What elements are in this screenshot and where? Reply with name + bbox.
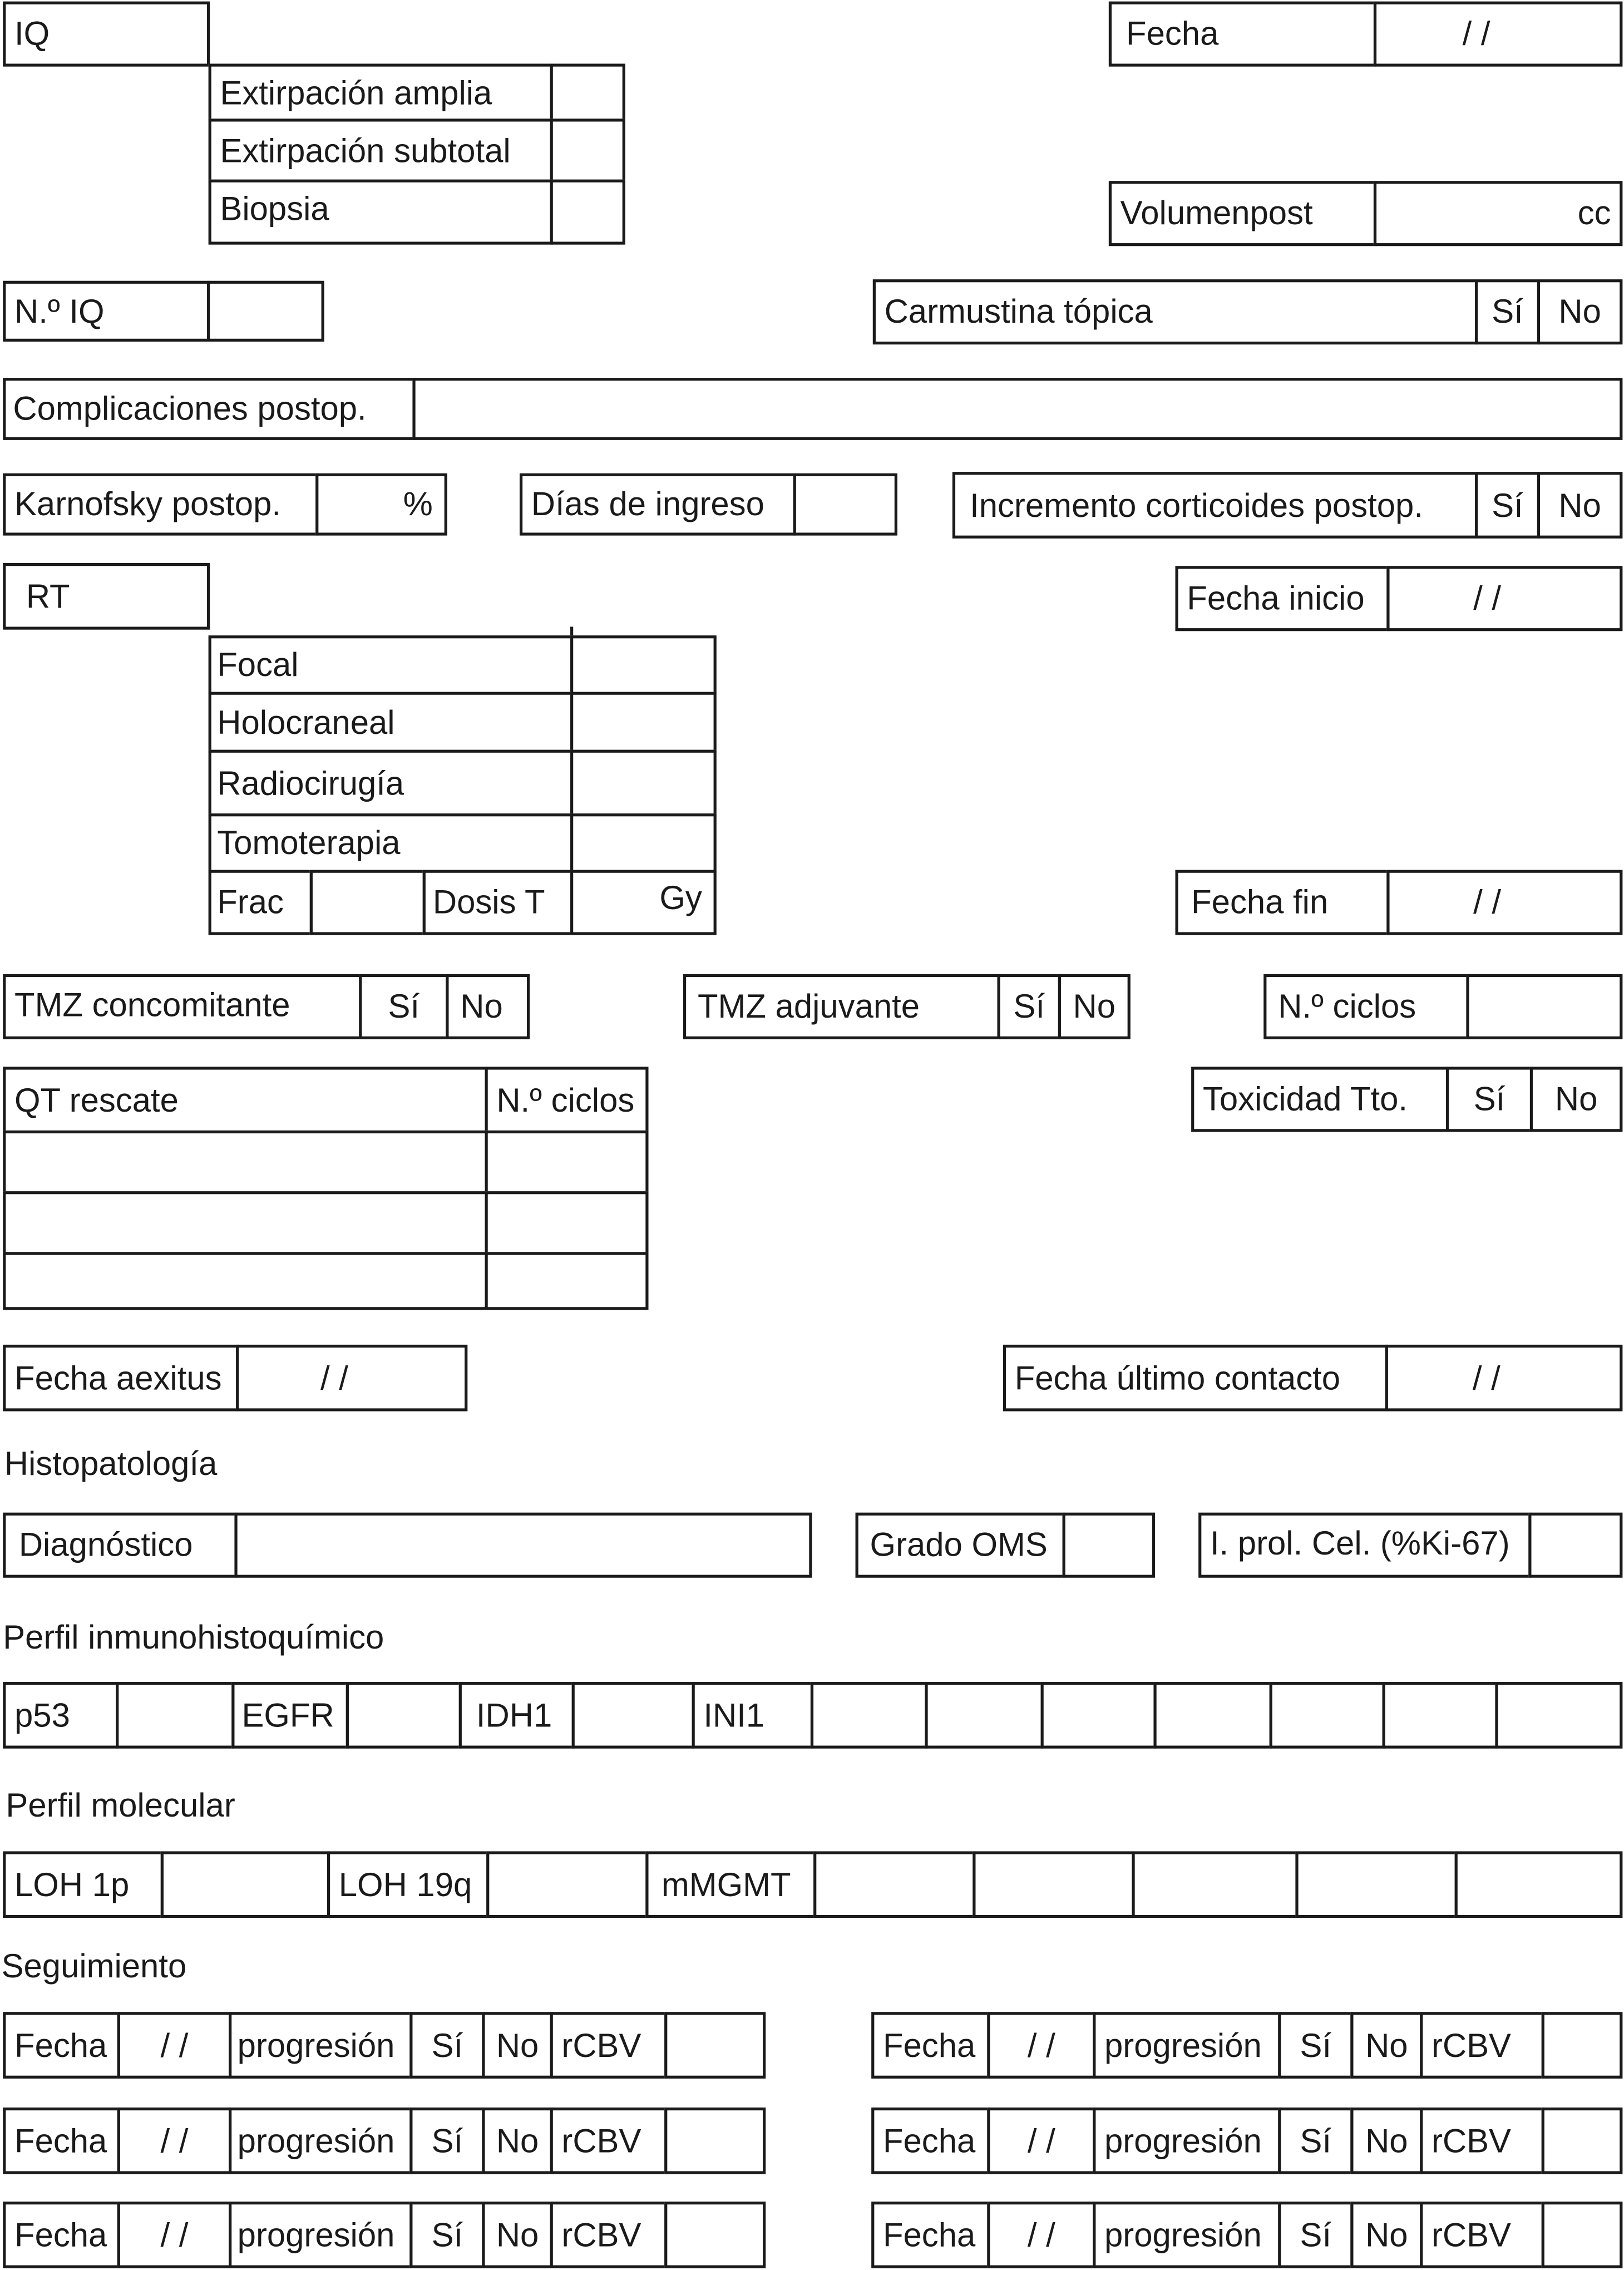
rt-fecha-fin-label: Fecha fin: [1175, 870, 1389, 935]
inmuno-title: Perfil inmunohistoquímico: [3, 1618, 384, 1656]
molecular-extra-cell-5[interactable]: [1455, 1851, 1623, 1918]
seg-progresion-label: progresión: [1093, 2012, 1281, 2079]
tmz-ciclos-label: N.º ciclos: [1263, 974, 1469, 1039]
seg-progresion-si[interactable]: Sí: [409, 2202, 485, 2268]
seg-rcbv-label: rCBV: [550, 2012, 668, 2079]
inmuno-extra-cell-3[interactable]: [1041, 1682, 1157, 1749]
tmz-concomitante-no[interactable]: No: [446, 974, 530, 1039]
inmuno-extra-cell-2[interactable]: [925, 1682, 1043, 1749]
iq-fecha-label: Fecha: [1109, 2, 1376, 67]
volumen-input[interactable]: cc: [1374, 181, 1622, 246]
tmz-adjuvante-no[interactable]: No: [1058, 974, 1131, 1039]
iq-option-amplia-checkbox[interactable]: [550, 63, 625, 121]
molecular-extra-cell-3[interactable]: [1132, 1851, 1298, 1918]
dias-ingreso-label: Días de ingreso: [520, 473, 796, 536]
rt-frac-label: Frac: [209, 870, 313, 935]
seg-fecha-input[interactable]: / /: [117, 2012, 232, 2079]
seg-fecha-label: Fecha: [871, 2012, 990, 2079]
seg-progresion-si[interactable]: Sí: [1278, 2108, 1353, 2174]
seg-progresion-no[interactable]: No: [1350, 2108, 1423, 2174]
complicaciones-input[interactable]: [412, 378, 1622, 440]
rt-option-focal: Focal: [209, 635, 574, 695]
diagnostico-input[interactable]: [234, 1513, 812, 1578]
iq-option-subtotal-checkbox[interactable]: [550, 119, 625, 182]
seg-rcbv-input[interactable]: [1542, 2108, 1623, 2174]
molecular-mmgmt-label: mMGMT: [645, 1851, 816, 1918]
molecular-extra-cell-1[interactable]: [813, 1851, 975, 1918]
seg-progresion-no[interactable]: No: [1350, 2202, 1423, 2268]
corticoides-no[interactable]: No: [1537, 472, 1622, 539]
rt-fecha-fin-input[interactable]: / /: [1386, 870, 1622, 935]
corticoides-label: Incremento corticoides postop.: [952, 472, 1478, 539]
carmustina-si[interactable]: Sí: [1475, 279, 1540, 344]
rt-label: RT: [3, 563, 210, 630]
qt-ciclos-label: N.º ciclos: [485, 1067, 649, 1133]
seg-progresion-label: progresión: [1093, 2108, 1281, 2174]
seg-progresion-no[interactable]: No: [482, 2202, 552, 2268]
inmuno-extra-cell-4[interactable]: [1153, 1682, 1272, 1749]
dias-ingreso-input[interactable]: [793, 473, 897, 536]
ki67-label: I. prol. Cel. (%Ki-67): [1198, 1513, 1531, 1578]
rt-option-radiocirugia-checkbox[interactable]: [570, 750, 717, 817]
molecular-loh19q-label: LOH 19q: [327, 1851, 489, 1918]
inmuno-idh1-input[interactable]: [572, 1682, 695, 1749]
rt-option-tomoterapia: Tomoterapia: [209, 813, 574, 873]
seg-fecha-label: Fecha: [871, 2108, 990, 2174]
inmuno-egfr-input[interactable]: [346, 1682, 462, 1749]
ki67-input[interactable]: [1528, 1513, 1622, 1578]
molecular-extra-cell-4[interactable]: [1295, 1851, 1457, 1918]
volumen-label: Volumenpost: [1109, 181, 1376, 246]
karnofsky-input[interactable]: %: [315, 473, 447, 536]
seg-progresion-label: progresión: [229, 2108, 412, 2174]
seg-fecha-input[interactable]: / /: [117, 2108, 232, 2174]
rt-dosis-label: Dosis T: [423, 870, 574, 935]
seguimiento-title: Seguimiento: [1, 1947, 187, 1985]
tmz-ciclos-input[interactable]: [1466, 974, 1622, 1039]
rt-fecha-inicio-input[interactable]: / /: [1386, 566, 1622, 631]
seg-fecha-input[interactable]: / /: [987, 2012, 1095, 2079]
rt-option-holocraneal: Holocraneal: [209, 692, 574, 753]
seg-rcbv-label: rCBV: [550, 2202, 668, 2268]
rt-frac-input[interactable]: [310, 870, 426, 935]
iq-fecha-input[interactable]: / /: [1374, 2, 1622, 67]
histopatologia-title: Histopatología: [4, 1444, 218, 1483]
qt-ciclos-row-3[interactable]: [485, 1252, 649, 1310]
karnofsky-label: Karnofsky postop.: [3, 473, 318, 536]
rt-option-holocraneal-checkbox[interactable]: [570, 692, 717, 753]
seg-progresion-no[interactable]: No: [482, 2012, 552, 2079]
complicaciones-label: Complicaciones postop.: [3, 378, 415, 440]
iq-option-biopsia: Biopsia: [209, 180, 553, 245]
seg-fecha-label: Fecha: [871, 2202, 990, 2268]
seg-progresion-si[interactable]: Sí: [409, 2012, 485, 2079]
seg-progresion-si[interactable]: Sí: [1278, 2012, 1353, 2079]
molecular-title: Perfil molecular: [6, 1786, 235, 1824]
seg-rcbv-input[interactable]: [664, 2108, 766, 2174]
diagnostico-label: Diagnóstico: [3, 1513, 237, 1578]
fecha-ultimo-contacto-input[interactable]: / /: [1385, 1345, 1623, 1412]
seg-progresion-si[interactable]: Sí: [1278, 2202, 1353, 2268]
seg-progresion-label: progresión: [1093, 2202, 1281, 2268]
seg-rcbv-input[interactable]: [1542, 2202, 1623, 2268]
seg-progresion-no[interactable]: No: [482, 2108, 552, 2174]
rt-dosis-input[interactable]: Gy: [570, 870, 717, 935]
iq-option-amplia: Extirpación amplia: [209, 63, 553, 121]
inmuno-p53-input[interactable]: [116, 1682, 234, 1749]
num-iq-label: N.º IQ: [3, 281, 210, 342]
num-iq-input[interactable]: [207, 281, 324, 342]
grado-oms-input[interactable]: [1063, 1513, 1156, 1578]
seg-fecha-input[interactable]: / /: [117, 2202, 232, 2268]
qt-rescate-row-3[interactable]: [3, 1252, 488, 1310]
iq-label: IQ: [3, 2, 210, 67]
inmuno-idh1-label: IDH1: [459, 1682, 575, 1749]
qt-rescate-row-2[interactable]: [3, 1191, 488, 1255]
molecular-loh1p-input[interactable]: [161, 1851, 330, 1918]
toxicidad-label: Toxicidad Tto.: [1191, 1067, 1449, 1132]
fecha-exitus-label: Fecha aexitus: [3, 1345, 239, 1412]
seg-progresion-si[interactable]: Sí: [409, 2108, 485, 2174]
seg-fecha-input[interactable]: / /: [987, 2108, 1095, 2174]
inmuno-ini1-label: INI1: [692, 1682, 814, 1749]
seg-rcbv-label: rCBV: [1420, 2202, 1544, 2268]
toxicidad-no[interactable]: No: [1530, 1067, 1623, 1132]
molecular-loh19q-input[interactable]: [486, 1851, 648, 1918]
inmuno-extra-cell-7[interactable]: [1495, 1682, 1622, 1749]
molecular-extra-cell-2[interactable]: [973, 1851, 1134, 1918]
iq-option-biopsia-checkbox[interactable]: [550, 180, 625, 245]
carmustina-no[interactable]: No: [1537, 279, 1622, 344]
qt-rescate-row-1[interactable]: [3, 1131, 488, 1194]
qt-ciclos-row-2[interactable]: [485, 1191, 649, 1255]
toxicidad-si[interactable]: Sí: [1446, 1067, 1533, 1132]
seg-rcbv-input[interactable]: [1542, 2012, 1623, 2079]
tmz-concomitante-label: TMZ concomitante: [3, 974, 362, 1039]
grado-oms-label: Grado OMS: [856, 1513, 1065, 1578]
inmuno-extra-cell-5[interactable]: [1270, 1682, 1385, 1749]
seg-progresion-no[interactable]: No: [1350, 2012, 1423, 2079]
inmuno-extra-cell-1[interactable]: [811, 1682, 928, 1749]
inmuno-p53-label: p53: [3, 1682, 119, 1749]
qt-rescate-label: QT rescate: [3, 1067, 488, 1133]
tmz-adjuvante-label: TMZ adjuvante: [683, 974, 1000, 1039]
corticoides-si[interactable]: Sí: [1475, 472, 1540, 539]
inmuno-egfr-label: EGFR: [231, 1682, 349, 1749]
seg-fecha-input[interactable]: / /: [987, 2202, 1095, 2268]
rt-option-radiocirugia: Radiocirugía: [209, 750, 574, 817]
carmustina-label: Carmustina tópica: [873, 279, 1478, 344]
rt-option-tomoterapia-checkbox[interactable]: [570, 813, 717, 873]
iq-option-subtotal: Extirpación subtotal: [209, 119, 553, 182]
tmz-concomitante-si[interactable]: Sí: [359, 974, 448, 1039]
seg-progresion-label: progresión: [229, 2012, 412, 2079]
rt-option-focal-checkbox[interactable]: [570, 635, 717, 695]
seg-rcbv-label: rCBV: [1420, 2012, 1544, 2079]
qt-ciclos-row-1[interactable]: [485, 1131, 649, 1194]
seg-fecha-label: Fecha: [3, 2108, 120, 2174]
seg-progresion-label: progresión: [229, 2202, 412, 2268]
fecha-ultimo-contacto-label: Fecha último contacto: [1003, 1345, 1388, 1412]
inmuno-extra-cell-6[interactable]: [1383, 1682, 1498, 1749]
seg-rcbv-input[interactable]: [664, 2012, 766, 2079]
seg-fecha-label: Fecha: [3, 2012, 120, 2079]
seg-rcbv-label: rCBV: [550, 2108, 668, 2174]
tmz-adjuvante-si[interactable]: Sí: [998, 974, 1061, 1039]
seg-rcbv-label: rCBV: [1420, 2108, 1544, 2174]
rt-fecha-inicio-label: Fecha inicio: [1175, 566, 1389, 631]
seg-fecha-label: Fecha: [3, 2202, 120, 2268]
seg-rcbv-input[interactable]: [664, 2202, 766, 2268]
fecha-exitus-input[interactable]: / /: [236, 1345, 467, 1412]
molecular-loh1p-label: LOH 1p: [3, 1851, 164, 1918]
